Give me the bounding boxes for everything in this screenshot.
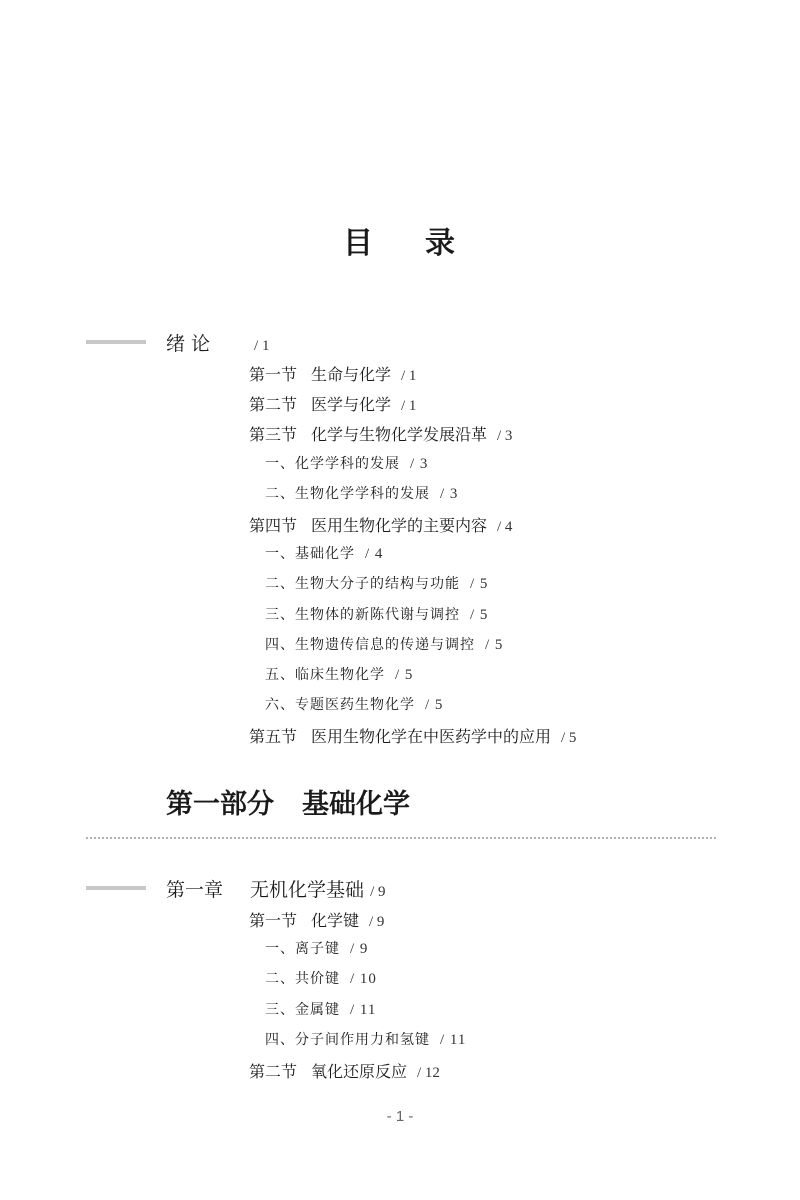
toc-item-entry[interactable] <box>265 634 503 654</box>
toc-item-entry[interactable] <box>265 453 428 473</box>
entry-page: / 5 <box>425 697 444 714</box>
toc-item-entry[interactable] <box>265 664 413 684</box>
toc-item-entry[interactable] <box>265 1029 466 1049</box>
entry-page: / 1 <box>401 368 417 384</box>
entry-text: 生命与化学 <box>311 365 392 384</box>
page-number: - 1 - <box>386 1108 414 1125</box>
entry-page: / 1 <box>401 398 417 415</box>
section-label: 第一节 <box>249 911 298 930</box>
part-heading[interactable] <box>166 782 410 821</box>
entry-page: / 5 <box>470 576 489 593</box>
chapter1-heading[interactable] <box>166 875 385 902</box>
entry-text: 三、生物体的新陈代谢与调控 <box>265 606 460 623</box>
toc-item-entry[interactable] <box>265 999 376 1019</box>
entry-page: / 5 <box>470 606 489 623</box>
toc-section-entry[interactable] <box>249 724 576 747</box>
toc-section-entry[interactable] <box>249 422 512 445</box>
entry-text: 四、分子间作用力和氢键 <box>265 1031 430 1048</box>
entry-page: / 10 <box>350 971 377 988</box>
toc-item-entry[interactable] <box>265 968 377 988</box>
entry-text: 化学键 <box>311 911 360 930</box>
toc-item-entry[interactable] <box>265 573 488 593</box>
entry-page: / 5 <box>395 667 414 683</box>
toc-item-entry[interactable] <box>265 483 458 503</box>
part-label: 第一部分 <box>166 789 274 820</box>
entry-text: 二、生物大分子的结构与功能 <box>265 576 460 593</box>
entry-page: / 5 <box>485 636 504 653</box>
entry-text: 氧化还原反应 <box>311 1062 408 1081</box>
section-label: 第二节 <box>249 395 298 415</box>
entry-page: / 11 <box>440 1031 467 1048</box>
entry-page: / 5 <box>561 730 577 747</box>
section-label: 第二节 <box>249 1062 298 1081</box>
toc-title-char-1: 目 <box>343 226 375 261</box>
toc-section-entry[interactable] <box>249 908 384 931</box>
entry-page: / 4 <box>497 519 513 535</box>
intro-page: / 1 <box>254 338 270 354</box>
entry-text: 一、化学学科的发展 <box>265 455 400 472</box>
entry-text: 医学与化学 <box>311 395 392 415</box>
chapter1-title: 无机化学基础 <box>250 879 365 901</box>
part-title: 基础化学 <box>302 789 410 820</box>
entry-page: / 11 <box>350 1001 377 1018</box>
chapter-rule <box>86 340 146 344</box>
chapter1-page: / 9 <box>370 884 386 900</box>
entry-text: 一、离子键 <box>265 941 340 958</box>
entry-text: 化学与生物化学发展沿革 <box>311 425 488 445</box>
entry-page: / 3 <box>410 455 429 472</box>
section-label: 第一节 <box>249 365 298 384</box>
entry-page: / 4 <box>365 546 384 563</box>
entry-text: 四、生物遗传信息的传递与调控 <box>265 636 475 653</box>
entry-text: 医用生物化学在中医药学中的应用 <box>311 727 552 747</box>
entry-page: / 3 <box>497 428 513 445</box>
toc-section-entry[interactable] <box>249 1059 440 1082</box>
entry-text: 二、生物化学学科的发展 <box>265 485 430 502</box>
entry-page: / 12 <box>417 1065 440 1081</box>
entry-page: / 9 <box>350 941 369 958</box>
toc-item-entry[interactable] <box>265 543 383 563</box>
toc-section-entry[interactable] <box>249 392 416 415</box>
section-label: 第三节 <box>249 425 298 445</box>
entry-text: 三、金属键 <box>265 1001 340 1018</box>
chapter1-label: 第一章 <box>166 879 224 901</box>
entry-text: 五、临床生物化学 <box>265 667 385 683</box>
toc-item-entry[interactable] <box>265 938 368 958</box>
part-divider <box>86 837 716 839</box>
entry-text: 二、共价键 <box>265 971 340 988</box>
toc-section-entry[interactable] <box>249 362 416 385</box>
section-label: 第四节 <box>249 516 298 535</box>
entry-page: / 3 <box>440 485 459 502</box>
toc-title <box>0 218 800 262</box>
entry-text: 一、基础化学 <box>265 546 355 563</box>
toc-item-entry[interactable] <box>265 694 443 714</box>
toc-title-char-2: 录 <box>425 226 457 261</box>
chapter-rule <box>86 886 146 890</box>
intro-title: 绪 论 <box>166 333 211 355</box>
toc-item-entry[interactable] <box>265 604 488 624</box>
entry-page: / 9 <box>369 914 385 930</box>
toc-section-entry[interactable] <box>249 513 512 536</box>
section-label: 第五节 <box>249 727 298 747</box>
entry-text: 医用生物化学的主要内容 <box>311 516 488 535</box>
intro-heading[interactable] <box>166 329 269 356</box>
entry-text: 六、专题医药生物化学 <box>265 697 415 714</box>
